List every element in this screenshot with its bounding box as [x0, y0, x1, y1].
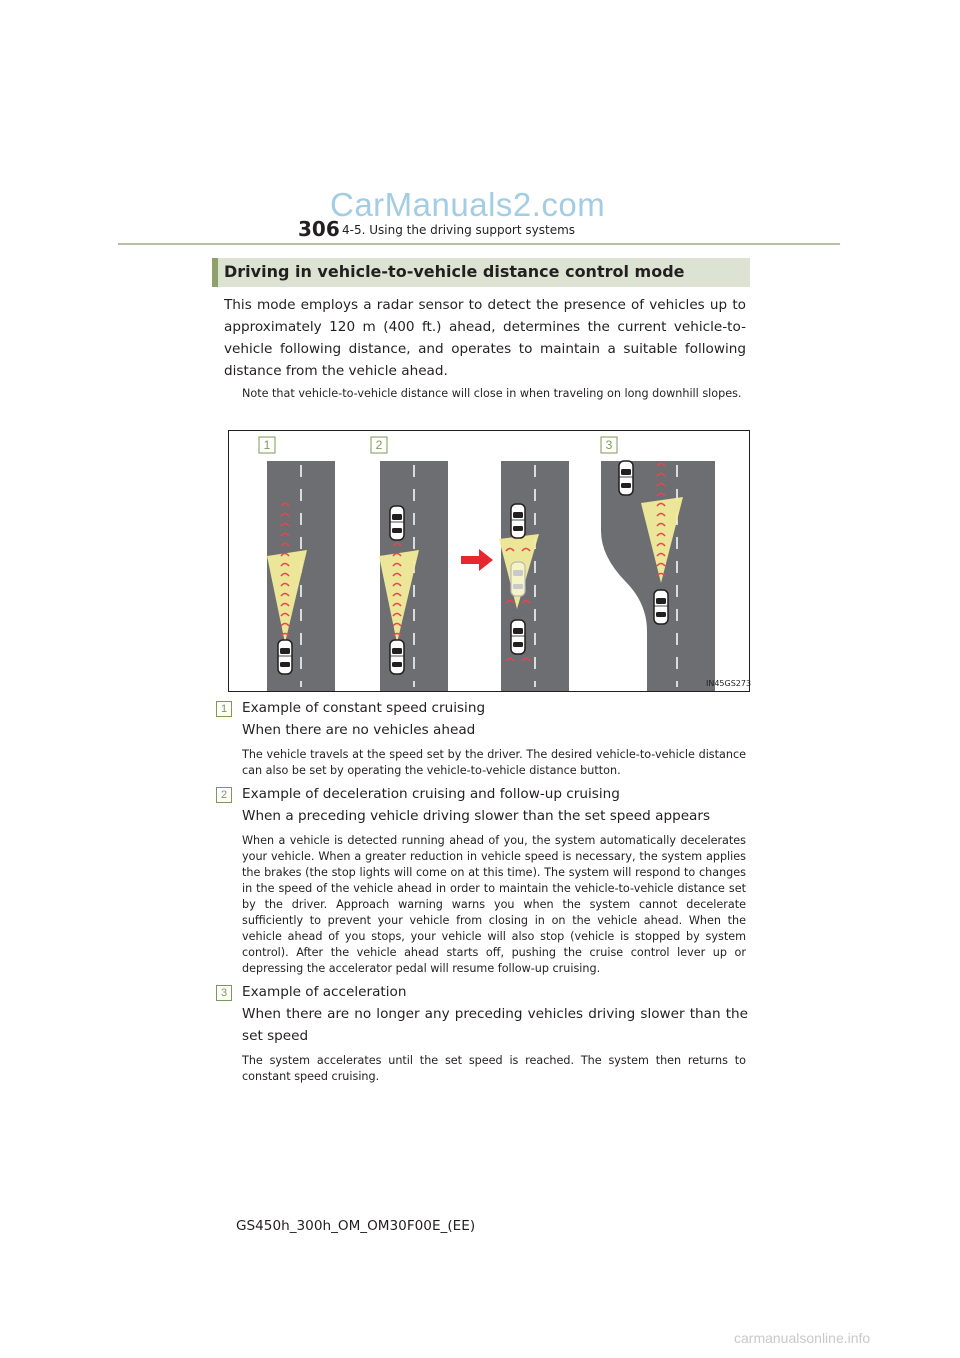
footer-document-code: GS450h_300h_OM_OM30F00E_(EE) [236, 1218, 476, 1234]
watermark-bottom: carmanualsonline.info [734, 1330, 871, 1346]
item-2-title [242, 783, 748, 827]
page-number: 306 [298, 217, 340, 241]
arrow-icon [461, 549, 493, 571]
chapter-title: 4-5. Using the driving support systems [342, 223, 576, 237]
callout-3: 3 [605, 438, 613, 452]
figure-illustration [229, 431, 752, 691]
item-2-title-line2: When a preceding vehicle driving slower than the set speed appears [242, 808, 711, 824]
radar-cruise-figure [228, 430, 750, 692]
lane-4 [601, 461, 715, 691]
section-title: Driving in vehicle-to-vehicle distance control mode [224, 262, 685, 281]
watermark-logo: CarManuals2.com [330, 186, 606, 223]
item-3-title-line1: Example of acceleration [242, 984, 407, 1000]
item-1-description: The vehicle travels at the speed set by the driver. The desired vehicle-to-vehicle distance can also be set by operating the vehicle-to-vehicle distance button. [242, 748, 746, 777]
header-rule [118, 243, 840, 245]
figure-code: IN45GS273 [706, 679, 752, 688]
callout-1: 1 [263, 438, 271, 452]
item-1-title [242, 697, 748, 741]
item-2-description: When a vehicle is detected running ahead of you, the system automatically decelerates your vehicle. When a greater reduction in vehicle speed is necessary, the system applies the brakes (the stop lights will come on at this time). The system will respond to changes in the speed of the vehicle ahead in order to maintain the vehicle-to-vehicle distance set by the driver. Approach warning warns you when the system cannot decelerate sufficiently to prevent your vehicle from closing in on the vehicle ahead. When the vehicle ahead of you stops, your vehicle will also stop (vehicle is stopped by system control). After the vehicle ahead starts off, pushing the cruise control lever up or depressing the accelerator pedal will resume follow-up cruising. [242, 834, 746, 975]
item-2-title-line1: Example of deceleration cruising and follow-up cruising [242, 786, 620, 802]
item-3-title [242, 981, 748, 1047]
item-number-2: 2 [216, 787, 232, 803]
item-3-description: The system accelerates until the set speed is reached. The system then returns to constant speed cruising. [242, 1054, 746, 1083]
item-number-3: 3 [216, 985, 232, 1001]
lane-3 [499, 461, 569, 691]
item-3-title-line2: When there are no longer any preceding vehicles driving slower than the set speed [242, 1006, 748, 1044]
body-paragraph: This mode employs a radar sensor to detect the presence of vehicles up to approximately 120 m (400 ft.) ahead, determines the current vehicle-to-vehicle following distance, and operates to maintain a suitable following distance from the vehicle ahead. [224, 297, 746, 379]
item-number-1: 1 [216, 701, 232, 717]
item-1-title-line2: When there are no vehicles ahead [242, 722, 476, 738]
item-1-title-line1: Example of constant speed cruising [242, 700, 486, 716]
callout-2: 2 [375, 438, 383, 452]
lane-1 [267, 461, 335, 691]
note-paragraph: Note that vehicle-to-vehicle distance will close in when traveling on long downhill slopes. [242, 387, 742, 400]
lane-2 [379, 461, 448, 691]
